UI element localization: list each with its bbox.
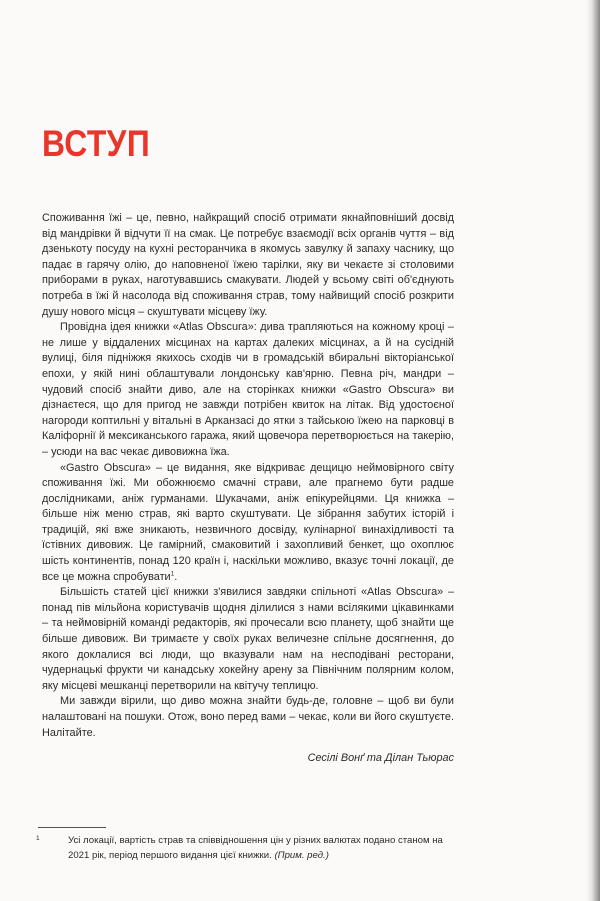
paragraph-5: Ми завжди вірили, що диво можна знайти будь-де, головне – щоб ви були налаштовані на пошуки. Отож, воно перед вами – чекає, коли ви його скуштуєте. Налітайте. [42, 695, 454, 739]
footnote-text-main: Усі локації, вартість страв та співвідношення цін у різних валютах подано станом на 2021 рік, період першого видання цієї книжки. [68, 835, 443, 861]
paragraph-1: Споживання їжі – це, певно, найкращий спосіб отримати якнайповніший досвід від мандрівки й відчути її на смак. Це потребує взаємодії всіх органів чуття – від дзенькоту посуду на кухні ресторанчика в якомусь завулку й запаху часнику, що падає в гарячу олію, до наповненої їжею тарілки, яку ви чекаєте зі столовими приборами в руках, наготувавшись смакувати. Людей у всьому світі об'єднують потреба в їжі й насолода від споживання страв, тому найвищий спосіб розкрити душу нового місця – скуштувати місцеву їжу. [42, 212, 454, 318]
footnote-reference: 1 [170, 570, 175, 578]
footnote [36, 833, 456, 863]
footnote-text [68, 833, 456, 863]
paragraph-3: «Gastro Obscura» – це видання, яке відкриває дещицю неймовірного світу споживання їжі. Ми обожнюємо смачні страви, але прагнемо бути радше дослідниками, аніж гурманами. Шукачами, аніж епікурейцями. Ця книжка – більше ніж меню страв, які варто скуштувати. Це зібрання забутих історій і традицій, які вже зникають, незвичного досвіду, кулінарної винахідливості та їстівних дивовиж. Це гамірний, смаковитий і захопливий бенкет, що охоплює шість континентів, понад 120 країн і, наскільки можливо, вказує точні локації, де все це можна спробувати$^1$. [42, 461, 454, 583]
footnote-marker: 1 [36, 835, 40, 842]
footnote-editor-note: (Прим. ред.) [274, 850, 329, 861]
signature: Сесілі Вонґ та Ділан Тьюрас [307, 752, 454, 765]
intro-text [42, 211, 454, 767]
paragraph-2: Провідна ідея книжки «Atlas Obscura»: дива трапляються на кожному кроці – не лише у віддалених місцинах на картах далеких місцинах, а й на сусідній вулиці, біля підніжжя якихось сходів чи в громадській вбиральні вікторіанської епохи, у якій нині облаштували лондонську кав'ярню. Певна річ, мандри – чудовий спосіб знайти диво, але на сторінках книжки «Gastro Obscura» ви дізнаєтеся, що для пригод не завжди потрібен квиток на літак. Від удостоєної нагороди коптильні у вітальні в Арканзасі до ятки з тайською їжею на парковці в Каліфорнії й мексиканського гаража, який щовечора перетворюється на такерію, – усюди на вас чекає дивовижна їжа. [42, 321, 454, 458]
paragraph-3-text: «Gastro Obscura» – це видання, яке відкриває дещицю неймовірного світу споживання їжі. Ми обожнюємо смачні страви, але прагнемо бути радше дослідниками, аніж гурманами. Шукачами, аніж епікурейцями. Ця книжка – більше ніж меню страв, які варто скуштувати. Це зібрання забутих історій і традицій, які вже зникають, незвичного досвіду, кулінарної винахідливості та їстівних дивовиж. Це гамірний, смаковитий і захопливий бенкет, що охоплює шість континентів, понад 120 країн і, наскільки можливо, вказує точні локації, де все це можна спробувати [42, 461, 454, 583]
page-title: ВСТУП [42, 123, 151, 164]
page-edge-shadow [586, 0, 600, 901]
footnote-divider [38, 827, 106, 828]
paragraph-4: Більшість статей цієї книжки з'явилися завдяки спільноті «Atlas Obscura» – понад пів мільйона користувачів щодня ділилися з нами всілякими цікавинками – та неймовірній команді редакторів, які прочесали всю планету, щоб знайти ще більше дивовиж. Ви тримаєте у своїх руках величезне спільне досягнення, до якого доклалися всі люди, що вказували нам на несподівані ресторани, чудернацькі фрукти чи канадську хокейну арену за Північним полярним колом, яку місцеві мешканці перетворили на квітучу теплицю. [42, 586, 454, 692]
